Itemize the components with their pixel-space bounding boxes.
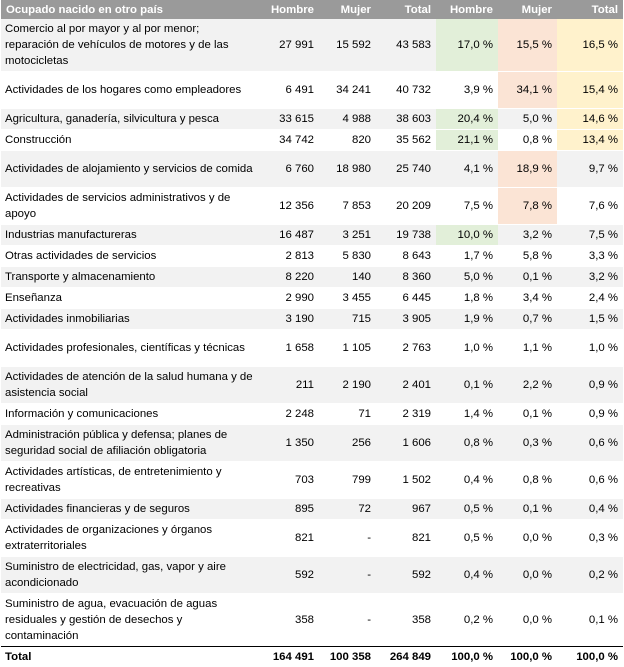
table-header-row bbox=[1, 0, 623, 19]
mujer-percent-cell: 7,8 % bbox=[498, 188, 557, 225]
hombre-count-cell: 3 190 bbox=[259, 309, 319, 330]
activity-label: Agricultura, ganadería, silvicultura y pesca bbox=[1, 109, 259, 130]
mujer-count-cell: 1 105 bbox=[319, 330, 376, 367]
hombre-count-cell: 34 742 bbox=[259, 130, 319, 151]
total-count-cell: 43 583 bbox=[376, 19, 436, 72]
activity-label: Administración pública y defensa; planes de seguridad social de afiliación obligatoria bbox=[1, 425, 259, 462]
mujer-count-cell: 715 bbox=[319, 309, 376, 330]
hombre-count-cell: 8 220 bbox=[259, 267, 319, 288]
mujer-count-cell: 799 bbox=[319, 462, 376, 499]
total-count-cell: 2 319 bbox=[376, 404, 436, 425]
mujer-count-cell: - bbox=[319, 557, 376, 594]
mujer-count-cell: 4 988 bbox=[319, 109, 376, 130]
header-activity: Ocupado nacido en otro país bbox=[1, 0, 259, 19]
total-percent-cell: 0,9 % bbox=[557, 367, 623, 404]
total-hombre-percent: 100,0 % bbox=[436, 647, 498, 667]
hombre-percent-cell: 0,2 % bbox=[436, 594, 498, 647]
hombre-percent-cell: 0,5 % bbox=[436, 520, 498, 557]
hombre-percent-cell: 1,0 % bbox=[436, 330, 498, 367]
table-row bbox=[1, 19, 623, 72]
table-row bbox=[1, 330, 623, 367]
total-percent-cell: 15,4 % bbox=[557, 72, 623, 109]
table-row bbox=[1, 225, 623, 246]
activity-label: Actividades artísticas, de entretenimiento y recreativas bbox=[1, 462, 259, 499]
activity-label: Actividades de servicios administrativos y de apoyo bbox=[1, 188, 259, 225]
total-percent-cell: 1,0 % bbox=[557, 330, 623, 367]
total-percent-cell: 13,4 % bbox=[557, 130, 623, 151]
total-count-cell: 2 763 bbox=[376, 330, 436, 367]
total-count-cell: 25 740 bbox=[376, 151, 436, 188]
activity-label: Comercio al por mayor y al por menor; reparación de vehículos de motores y de las motocicletas bbox=[1, 19, 259, 72]
total-count-cell: 358 bbox=[376, 594, 436, 647]
header-mujer-percent: Mujer bbox=[498, 0, 557, 19]
mujer-count-cell: 15 592 bbox=[319, 19, 376, 72]
activity-label: Actividades inmobiliarias bbox=[1, 309, 259, 330]
hombre-percent-cell: 0,4 % bbox=[436, 557, 498, 594]
activity-label: Enseñanza bbox=[1, 288, 259, 309]
hombre-count-cell: 1 350 bbox=[259, 425, 319, 462]
activity-label: Actividades de alojamiento y servicios de comida bbox=[1, 151, 259, 188]
mujer-percent-cell: 3,2 % bbox=[498, 225, 557, 246]
total-mujer-percent: 100,0 % bbox=[498, 647, 557, 667]
table-row bbox=[1, 72, 623, 109]
hombre-percent-cell: 0,1 % bbox=[436, 367, 498, 404]
mujer-percent-cell: 0,1 % bbox=[498, 499, 557, 520]
mujer-percent-cell: 0,8 % bbox=[498, 130, 557, 151]
hombre-percent-cell: 7,5 % bbox=[436, 188, 498, 225]
hombre-count-cell: 2 248 bbox=[259, 404, 319, 425]
activity-label: Suministro de agua, evacuación de aguas residuales y gestión de desechos y contaminación bbox=[1, 594, 259, 647]
activity-label: Actividades de los hogares como empleadores bbox=[1, 72, 259, 109]
mujer-percent-cell: 5,0 % bbox=[498, 109, 557, 130]
mujer-count-cell: 34 241 bbox=[319, 72, 376, 109]
table-row bbox=[1, 267, 623, 288]
header-total-count: Total bbox=[376, 0, 436, 19]
total-percent-cell: 0,9 % bbox=[557, 404, 623, 425]
total-percent-cell: 2,4 % bbox=[557, 288, 623, 309]
total-count-cell: 2 401 bbox=[376, 367, 436, 404]
header-hombre-count: Hombre bbox=[259, 0, 319, 19]
total-percent-cell: 7,5 % bbox=[557, 225, 623, 246]
mujer-count-cell: - bbox=[319, 520, 376, 557]
hombre-percent-cell: 1,4 % bbox=[436, 404, 498, 425]
total-percent-cell: 7,6 % bbox=[557, 188, 623, 225]
hombre-count-cell: 592 bbox=[259, 557, 319, 594]
mujer-count-cell: 7 853 bbox=[319, 188, 376, 225]
total-count-cell: 8 360 bbox=[376, 267, 436, 288]
table-row bbox=[1, 557, 623, 594]
activity-label: Transporte y almacenamiento bbox=[1, 267, 259, 288]
table-row bbox=[1, 499, 623, 520]
total-percent-cell: 14,6 % bbox=[557, 109, 623, 130]
hombre-count-cell: 703 bbox=[259, 462, 319, 499]
mujer-percent-cell: 0,1 % bbox=[498, 404, 557, 425]
mujer-percent-cell: 0,0 % bbox=[498, 520, 557, 557]
mujer-count-cell: 5 830 bbox=[319, 246, 376, 267]
hombre-percent-cell: 1,7 % bbox=[436, 246, 498, 267]
total-percent-cell: 1,5 % bbox=[557, 309, 623, 330]
total-count-cell: 6 445 bbox=[376, 288, 436, 309]
hombre-percent-cell: 4,1 % bbox=[436, 151, 498, 188]
total-percent-cell: 0,1 % bbox=[557, 594, 623, 647]
table-row bbox=[1, 309, 623, 330]
activity-label: Industrias manufactureras bbox=[1, 225, 259, 246]
table-row bbox=[1, 367, 623, 404]
total-row bbox=[1, 647, 623, 667]
total-total-count: 264 849 bbox=[376, 647, 436, 667]
hombre-count-cell: 821 bbox=[259, 520, 319, 557]
table-row bbox=[1, 425, 623, 462]
mujer-count-cell: 72 bbox=[319, 499, 376, 520]
total-percent-cell: 3,3 % bbox=[557, 246, 623, 267]
mujer-percent-cell: 34,1 % bbox=[498, 72, 557, 109]
activity-label: Suministro de electricidad, gas, vapor y aire acondicionado bbox=[1, 557, 259, 594]
table-row bbox=[1, 188, 623, 225]
hombre-count-cell: 895 bbox=[259, 499, 319, 520]
total-count-cell: 967 bbox=[376, 499, 436, 520]
header-hombre-percent: Hombre bbox=[436, 0, 498, 19]
total-percent-cell: 0,3 % bbox=[557, 520, 623, 557]
mujer-count-cell: 71 bbox=[319, 404, 376, 425]
total-total-percent: 100,0 % bbox=[557, 647, 623, 667]
hombre-count-cell: 211 bbox=[259, 367, 319, 404]
hombre-count-cell: 27 991 bbox=[259, 19, 319, 72]
hombre-percent-cell: 1,9 % bbox=[436, 309, 498, 330]
total-count-cell: 592 bbox=[376, 557, 436, 594]
hombre-percent-cell: 0,5 % bbox=[436, 499, 498, 520]
hombre-percent-cell: 0,8 % bbox=[436, 425, 498, 462]
mujer-count-cell: - bbox=[319, 594, 376, 647]
hombre-percent-cell: 0,4 % bbox=[436, 462, 498, 499]
mujer-count-cell: 140 bbox=[319, 267, 376, 288]
mujer-count-cell: 3 455 bbox=[319, 288, 376, 309]
total-count-cell: 19 738 bbox=[376, 225, 436, 246]
total-count-cell: 38 603 bbox=[376, 109, 436, 130]
hombre-percent-cell: 21,1 % bbox=[436, 130, 498, 151]
mujer-count-cell: 2 190 bbox=[319, 367, 376, 404]
mujer-percent-cell: 0,7 % bbox=[498, 309, 557, 330]
activity-label: Actividades financieras y de seguros bbox=[1, 499, 259, 520]
table-row bbox=[1, 246, 623, 267]
table-body bbox=[1, 19, 623, 647]
hombre-percent-cell: 10,0 % bbox=[436, 225, 498, 246]
table-row bbox=[1, 288, 623, 309]
activity-label: Otras actividades de servicios bbox=[1, 246, 259, 267]
hombre-percent-cell: 1,8 % bbox=[436, 288, 498, 309]
mujer-count-cell: 820 bbox=[319, 130, 376, 151]
hombre-percent-cell: 20,4 % bbox=[436, 109, 498, 130]
total-count-cell: 40 732 bbox=[376, 72, 436, 109]
total-count-cell: 20 209 bbox=[376, 188, 436, 225]
activity-label: Construcción bbox=[1, 130, 259, 151]
hombre-count-cell: 16 487 bbox=[259, 225, 319, 246]
total-mujer-count: 100 358 bbox=[319, 647, 376, 667]
header-mujer-count: Mujer bbox=[319, 0, 376, 19]
mujer-percent-cell: 15,5 % bbox=[498, 19, 557, 72]
activity-label: Actividades de organizaciones y órganos extraterritoriales bbox=[1, 520, 259, 557]
hombre-percent-cell: 3,9 % bbox=[436, 72, 498, 109]
total-percent-cell: 0,4 % bbox=[557, 499, 623, 520]
mujer-percent-cell: 0,8 % bbox=[498, 462, 557, 499]
total-percent-cell: 0,6 % bbox=[557, 462, 623, 499]
mujer-percent-cell: 0,0 % bbox=[498, 594, 557, 647]
total-percent-cell: 0,6 % bbox=[557, 425, 623, 462]
table-row bbox=[1, 404, 623, 425]
hombre-count-cell: 33 615 bbox=[259, 109, 319, 130]
activity-label: Información y comunicaciones bbox=[1, 404, 259, 425]
mujer-percent-cell: 18,9 % bbox=[498, 151, 557, 188]
table-row bbox=[1, 520, 623, 557]
total-count-cell: 8 643 bbox=[376, 246, 436, 267]
total-label: Total bbox=[1, 647, 259, 667]
mujer-count-cell: 3 251 bbox=[319, 225, 376, 246]
hombre-count-cell: 2 990 bbox=[259, 288, 319, 309]
table-row bbox=[1, 151, 623, 188]
activity-label: Actividades profesionales, científicas y técnicas bbox=[1, 330, 259, 367]
hombre-count-cell: 1 658 bbox=[259, 330, 319, 367]
total-hombre-count: 164 491 bbox=[259, 647, 319, 667]
mujer-percent-cell: 1,1 % bbox=[498, 330, 557, 367]
hombre-percent-cell: 5,0 % bbox=[436, 267, 498, 288]
hombre-count-cell: 358 bbox=[259, 594, 319, 647]
mujer-percent-cell: 0,0 % bbox=[498, 557, 557, 594]
mujer-percent-cell: 0,3 % bbox=[498, 425, 557, 462]
hombre-count-cell: 6 760 bbox=[259, 151, 319, 188]
table-row bbox=[1, 462, 623, 499]
hombre-percent-cell: 17,0 % bbox=[436, 19, 498, 72]
hombre-count-cell: 12 356 bbox=[259, 188, 319, 225]
mujer-percent-cell: 5,8 % bbox=[498, 246, 557, 267]
mujer-count-cell: 256 bbox=[319, 425, 376, 462]
total-count-cell: 821 bbox=[376, 520, 436, 557]
total-count-cell: 3 905 bbox=[376, 309, 436, 330]
table-row bbox=[1, 109, 623, 130]
activity-label: Actividades de atención de la salud humana y de asistencia social bbox=[1, 367, 259, 404]
table-row bbox=[1, 130, 623, 151]
total-count-cell: 35 562 bbox=[376, 130, 436, 151]
mujer-percent-cell: 0,1 % bbox=[498, 267, 557, 288]
total-percent-cell: 3,2 % bbox=[557, 267, 623, 288]
table-row bbox=[1, 594, 623, 647]
total-percent-cell: 9,7 % bbox=[557, 151, 623, 188]
hombre-count-cell: 6 491 bbox=[259, 72, 319, 109]
mujer-percent-cell: 3,4 % bbox=[498, 288, 557, 309]
total-percent-cell: 0,2 % bbox=[557, 557, 623, 594]
mujer-count-cell: 18 980 bbox=[319, 151, 376, 188]
hombre-count-cell: 2 813 bbox=[259, 246, 319, 267]
total-count-cell: 1 502 bbox=[376, 462, 436, 499]
mujer-percent-cell: 2,2 % bbox=[498, 367, 557, 404]
header-total-percent: Total bbox=[557, 0, 623, 19]
total-count-cell: 1 606 bbox=[376, 425, 436, 462]
total-percent-cell: 16,5 % bbox=[557, 19, 623, 72]
employment-table bbox=[1, 0, 623, 667]
